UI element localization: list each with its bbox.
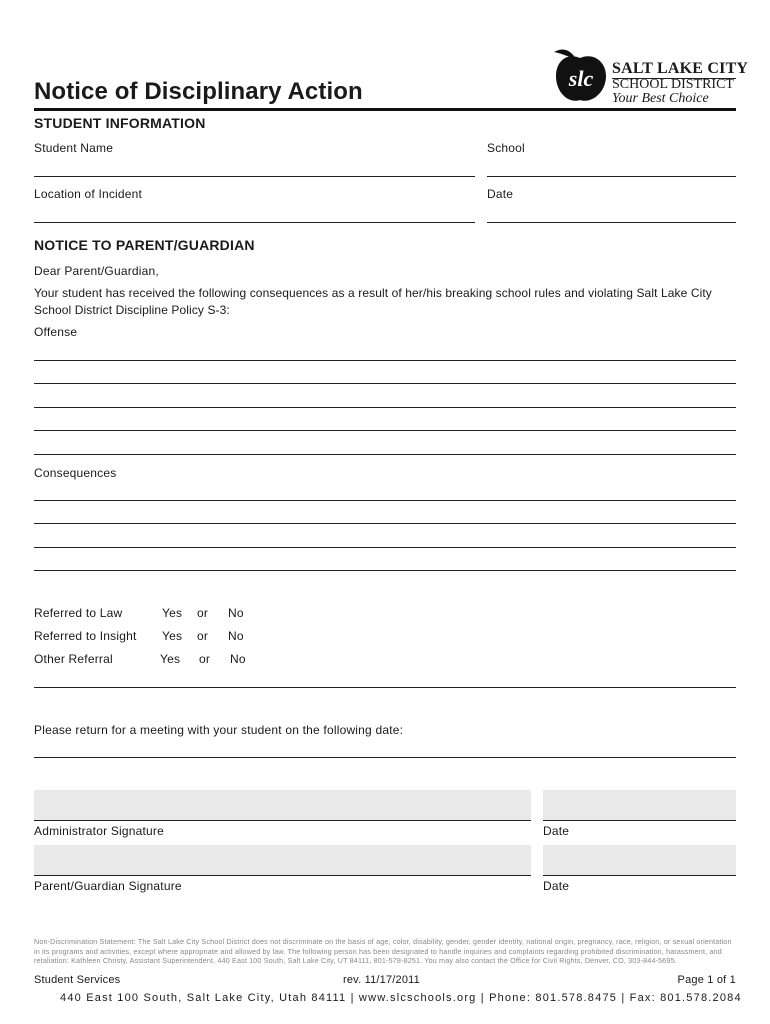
- referral-law-yes[interactable]: Yes: [162, 606, 183, 620]
- notice-heading: NOTICE TO PARENT/GUARDIAN: [34, 237, 255, 253]
- offense-line-4[interactable]: [34, 430, 736, 431]
- svg-text:slc: slc: [568, 66, 594, 91]
- school-field[interactable]: [487, 176, 736, 177]
- parent-date-line: [543, 875, 736, 876]
- referral-other-label: Other Referral: [34, 652, 113, 666]
- other-referral-line[interactable]: [34, 687, 736, 688]
- student-info-heading: STUDENT INFORMATION: [34, 115, 206, 131]
- admin-signature-label: Administrator Signature: [34, 824, 164, 838]
- referral-other-yes[interactable]: Yes: [160, 652, 181, 666]
- referral-other-or: or: [199, 652, 211, 666]
- location-label: Location of Incident: [34, 187, 143, 201]
- footer-address: 440 East 100 South, Salt Lake City, Utah 84111 | www.slcschools.org | Phone: 801.578.8475 | Fax: 801.578.2084: [60, 992, 742, 1004]
- consequences-label: Consequences: [34, 466, 117, 480]
- incident-date-field[interactable]: [487, 222, 736, 223]
- school-label: School: [487, 141, 525, 155]
- student-name-field[interactable]: [34, 176, 475, 177]
- logo-district-type: SCHOOL DISTRICT: [612, 77, 734, 92]
- apple-logo-icon: [552, 44, 612, 106]
- salutation: Dear Parent/Guardian,: [34, 264, 159, 278]
- logo-district-name: SALT LAKE CITY: [612, 60, 749, 77]
- admin-date-label: Date: [543, 824, 570, 838]
- referral-law-label: Referred to Law: [34, 606, 123, 620]
- footer-page-number: Page 1 of 1: [677, 974, 736, 986]
- footer-department: Student Services: [34, 974, 121, 986]
- offense-line-3[interactable]: [34, 407, 736, 408]
- parent-date-box[interactable]: [543, 845, 736, 875]
- admin-date-box[interactable]: [543, 790, 736, 820]
- parent-date-label: Date: [543, 879, 570, 893]
- offense-line-2[interactable]: [34, 383, 736, 384]
- consequences-line-3[interactable]: [34, 547, 736, 548]
- referral-insight-no[interactable]: No: [228, 629, 244, 643]
- referral-other-no[interactable]: No: [230, 652, 246, 666]
- referral-insight-label: Referred to Insight: [34, 629, 137, 643]
- parent-signature-label: Parent/Guardian Signature: [34, 879, 182, 893]
- consequences-line-2[interactable]: [34, 523, 736, 524]
- student-name-label: Student Name: [34, 141, 114, 155]
- admin-signature-line: [34, 820, 531, 821]
- offense-label: Offense: [34, 325, 78, 339]
- notice-paragraph: Your student has received the following consequences as a result of her/his breaking school rules and violating Salt Lake City School District Discipline Policy S-3:: [34, 286, 712, 317]
- consequences-line-1[interactable]: [34, 500, 736, 501]
- footer-revision: rev. 11/17/2011: [343, 974, 420, 986]
- meeting-text: Please return for a meeting with your student on the following date:: [34, 723, 404, 737]
- non-discrimination-statement: Non-Discrimination Statement: The Salt Lake City School District does not discriminate on the basis of age, color, disability, gender, gender identity, national origin, pregnancy, race, religion, or sexual orientation in its programs and activities, except where appropriate and allowed by law. The following person has been designated to handle inquiries and complaints regarding prohibited discrimination, harassment, and retaliation: Kathleen Christy, Assistant Superintendent, 440 East 100 South, Salt Lake City, UT 84111, 801-578-8251. You may also contact the Office for Civil Rights, Denver, CO, 303-844-5695.: [34, 937, 732, 966]
- page-title: Notice of Disciplinary Action: [34, 78, 363, 105]
- offense-line-5[interactable]: [34, 454, 736, 455]
- title-rule: [34, 108, 736, 111]
- admin-date-line: [543, 820, 736, 821]
- offense-line-1[interactable]: [34, 360, 736, 361]
- consequences-line-4[interactable]: [34, 570, 736, 571]
- parent-signature-box[interactable]: [34, 845, 531, 875]
- location-field[interactable]: [34, 222, 475, 223]
- incident-date-label: Date: [487, 187, 514, 201]
- referral-insight-or: or: [197, 629, 209, 643]
- admin-signature-box[interactable]: [34, 790, 531, 820]
- referral-law-or: or: [197, 606, 209, 620]
- meeting-date-line[interactable]: [34, 757, 736, 758]
- referral-insight-yes[interactable]: Yes: [162, 629, 183, 643]
- referral-law-no[interactable]: No: [228, 606, 244, 620]
- logo-tagline: Your Best Choice: [612, 91, 709, 106]
- parent-signature-line: [34, 875, 531, 876]
